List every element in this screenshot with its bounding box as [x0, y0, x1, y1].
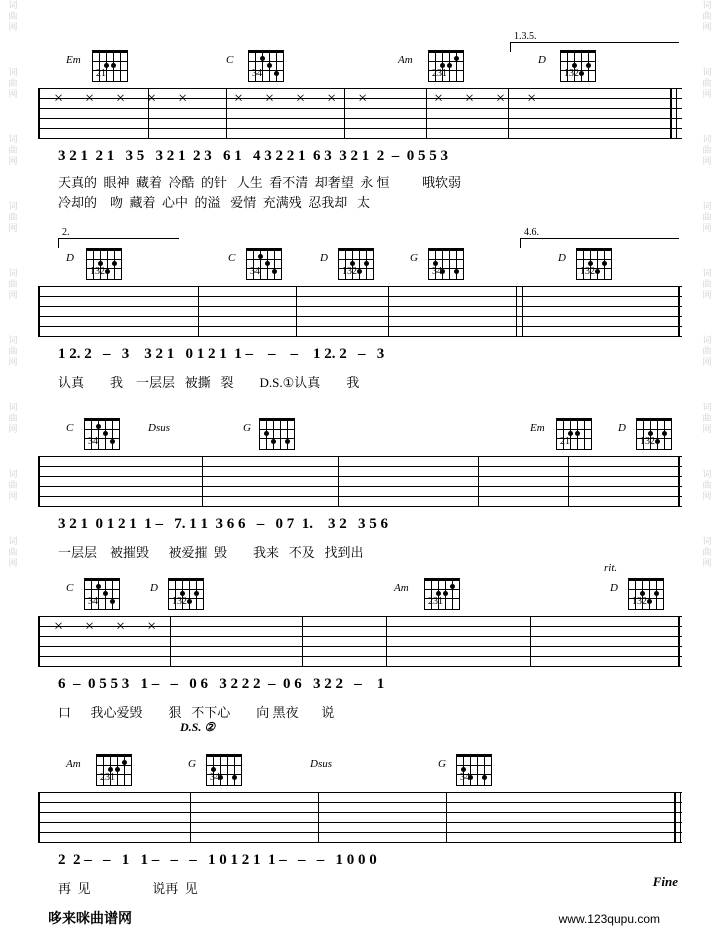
chord-fingering: 132: [90, 266, 105, 277]
numbered-notation-5: 2 2 – – 1 1 – – – 1 0 1 2 1 1 – – – 1 0 0 0: [58, 852, 377, 868]
chord-fingering: 231: [428, 596, 443, 607]
chord-name: G: [410, 252, 418, 264]
chord-fingering: 34: [250, 266, 260, 277]
chord-name: C: [228, 252, 236, 264]
ending-label-46: 4.6.: [524, 227, 539, 238]
chord-name: C: [226, 54, 234, 66]
numbered-notation-4: 6 – 0 5 5 3 1 – – 0 6 3 2 2 2 – 0 6 3 2 2 – 1: [58, 676, 385, 692]
site-name-footer: 哆来咪曲谱网: [48, 912, 132, 927]
chord-fingering: 34: [88, 596, 98, 607]
chord-name: C: [66, 422, 74, 434]
tab-staff-4: [38, 616, 682, 678]
chord-name: G: [188, 758, 196, 770]
chord-fingering: 132: [172, 596, 187, 607]
sheet-music: [38, 0, 682, 946]
music-system-3: [38, 408, 682, 568]
chord-fingering: 132: [342, 266, 357, 277]
chord-name: G: [243, 422, 251, 434]
numbered-notation-2: 1 2. 2 – 3 3 2 1 0 1 2 1 1 – – – 1 2. 2 – 3: [58, 346, 385, 362]
music-system-4: [38, 562, 682, 738]
strum-marks: ××××: [434, 90, 559, 107]
music-system-2: [38, 227, 682, 408]
chord-name: D: [538, 54, 546, 66]
numbered-notation-3: 3 2 1 0 1 2 1 1 – 7. 1 1 3 6 6 – 0 7 1. 3 2 3 5 6: [58, 516, 388, 532]
strum-marks: ××××: [54, 618, 179, 635]
chord-name: G: [438, 758, 446, 770]
lyrics-line-3: 一层层 被摧毁 被爱摧 毁 我来 不及 找到出: [58, 545, 364, 560]
lyrics-line-4: 口 我心爱毁 狠 不下心 向 黑夜 说: [58, 705, 335, 720]
chord-name: C: [66, 582, 74, 594]
chord-name: Am: [398, 54, 413, 66]
tab-staff-2: [38, 286, 682, 348]
tab-staff-3: [38, 456, 682, 518]
chord-fingering: 132: [632, 596, 647, 607]
chord-name: D: [320, 252, 328, 264]
chord-fingering: 34: [460, 772, 470, 783]
chord-fingering: 21: [96, 68, 106, 79]
chord-name: D: [150, 582, 158, 594]
chord-fingering: 132: [640, 436, 655, 447]
chord-fingering: 132: [564, 68, 579, 79]
chord-name: D: [558, 252, 566, 264]
ending-label-135: 1.3.5.: [514, 31, 537, 42]
chord-fingering: 21: [560, 436, 570, 447]
lyrics-line-2: 认真 我 一层层 被撕 裂 D.S.①认真 我: [58, 375, 360, 390]
watermark-left: 词 曲 网 词 曲 网 词 曲 网 词 曲 网 词 曲 网 词 曲 网 词 曲 网 词 曲 网 词 曲 网: [8, 0, 18, 568]
ds-mark-2: D.S. ②: [180, 720, 216, 734]
chord-name: Dsus: [148, 422, 171, 434]
watermark-right: 词 曲 网 词 曲 网 词 曲 网 词 曲 网 词 曲 网 词 曲 网 词 曲 网 词 曲 网 词 曲 网: [702, 0, 712, 568]
lyrics-line-1b: 冷却的 吻 藏着 心中 的溢 爱情 充满残 忍我却 太: [58, 195, 371, 210]
strum-marks: ×××××: [234, 90, 390, 107]
music-system-5: [38, 744, 682, 904]
chord-name: Am: [394, 582, 409, 594]
ending-bracket-46: [520, 238, 679, 248]
rit-marking: rit.: [604, 562, 618, 574]
chord-fingering: 34: [252, 68, 262, 79]
fine-marking: Fine: [652, 874, 678, 889]
chord-name: Em: [66, 54, 81, 66]
chord-fingering: 231: [100, 772, 115, 783]
chord-fingering: 34: [88, 436, 98, 447]
chord-name: Am: [66, 758, 81, 770]
chord-fingering: 34: [210, 772, 220, 783]
chord-name: D: [618, 422, 626, 434]
site-url-footer: www.123qupu.com: [558, 912, 660, 926]
tab-staff-5: [38, 792, 682, 854]
chord-fingering: 34: [432, 266, 442, 277]
chord-fingering: 132: [580, 266, 595, 277]
tab-staff-1: [38, 88, 682, 150]
numbered-notation-1: 3 2 1 2 1 3 5 3 2 1 2 3 6 1 4 3 2 2 1 6 3 3 2 1 2 – 0 5 5 3: [58, 148, 448, 164]
ending-bracket-2: [58, 238, 179, 248]
chord-name: Dsus: [310, 758, 333, 770]
chord-fingering: 231: [432, 68, 447, 79]
strum-marks: ×××××: [54, 90, 210, 107]
chord-name: D: [66, 252, 74, 264]
chord-name: D: [610, 582, 618, 594]
chord-name: Em: [530, 422, 545, 434]
lyrics-line-1a: 天真的 眼神 藏着 冷酷 的针 人生 看不清 却奢望 永 恒 哦软弱: [58, 175, 462, 190]
music-system-1: [38, 31, 682, 230]
ending-label-2: 2.: [62, 227, 70, 238]
lyrics-line-5: 再 见 说再 见: [58, 881, 198, 896]
